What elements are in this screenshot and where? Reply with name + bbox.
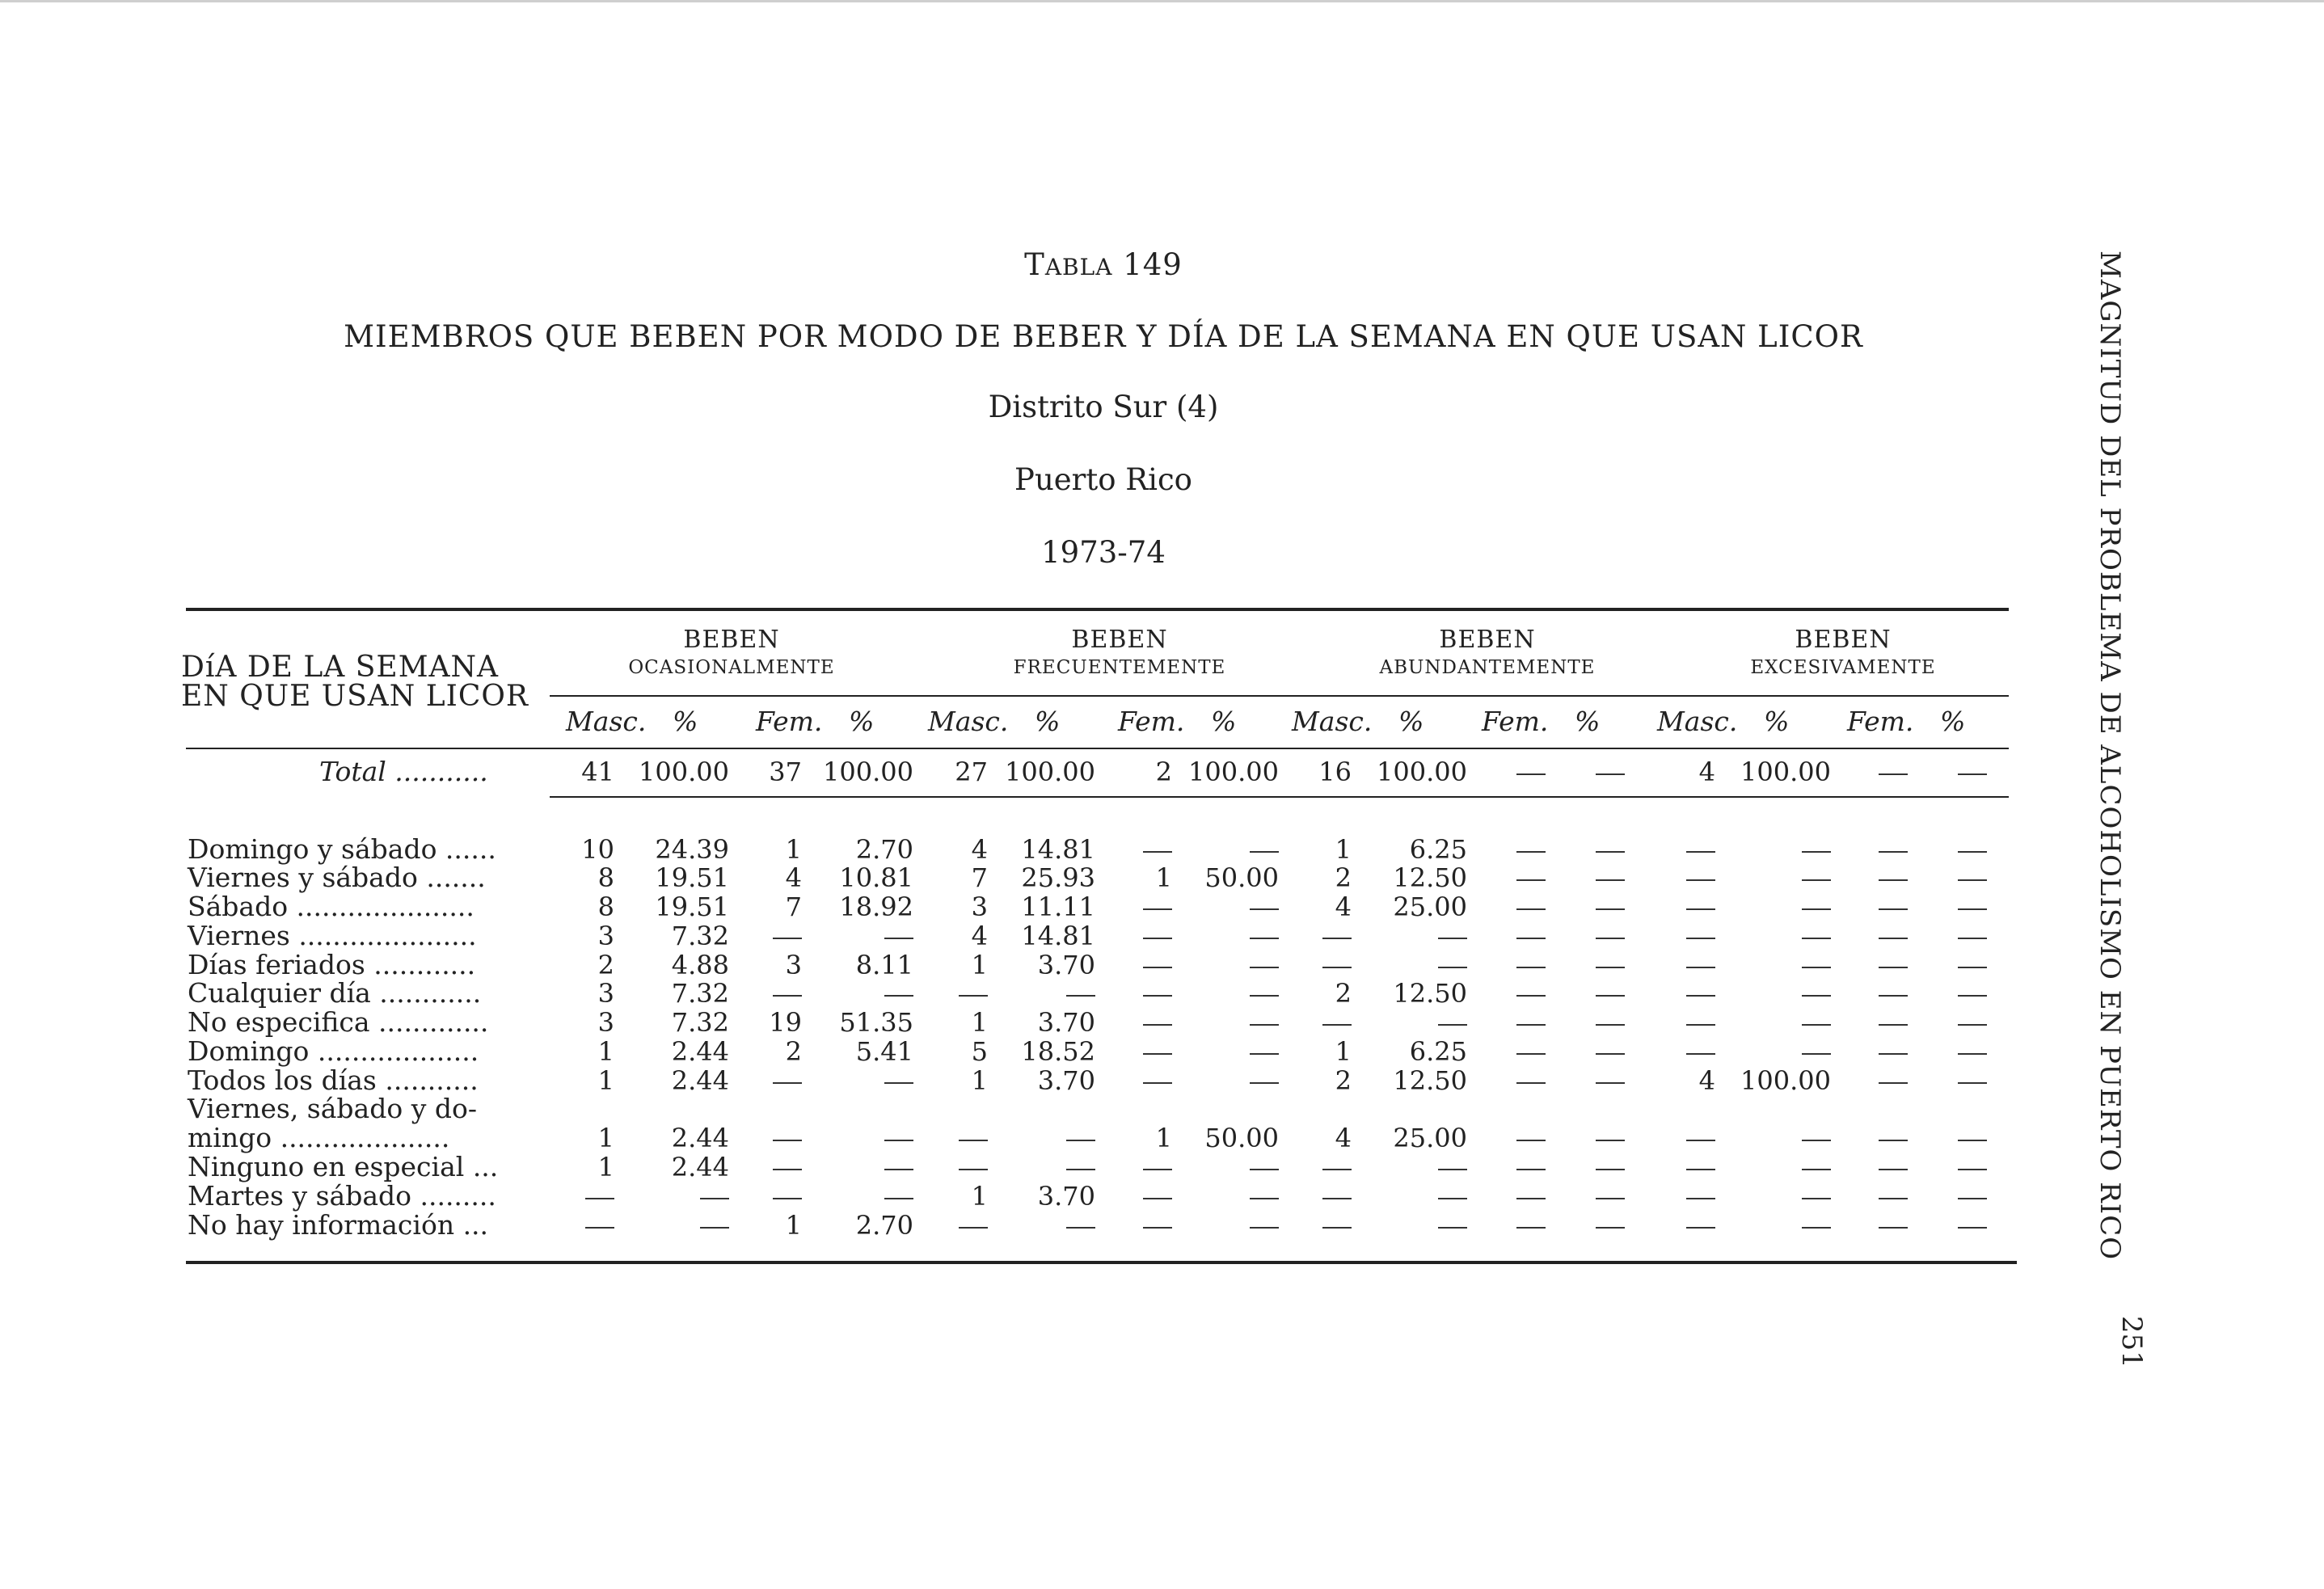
row-label: Cualquier día ............ — [188, 977, 482, 1009]
subheader-3-1: Masc. — [1292, 706, 1373, 737]
total-cell: 100.00 — [1005, 757, 1095, 787]
table-cell: 2.44 — [671, 1123, 729, 1153]
subheader-1-1: Masc. — [566, 706, 647, 737]
table-cell: 1 — [785, 1210, 802, 1241]
table-cell: 4.88 — [671, 950, 729, 980]
table-cell: 3.70 — [1037, 1181, 1095, 1212]
table-cell — [1825, 892, 1987, 921]
group-header-3 — [1326, 626, 1649, 681]
table-cell: 7.32 — [671, 1007, 729, 1038]
table-cell: 3 — [971, 891, 988, 922]
total-label: Total ........... — [319, 756, 488, 787]
row-label: Viernes y sábado ....... — [188, 862, 486, 893]
table-cell: 7 — [971, 862, 988, 893]
table-top-rule — [186, 608, 2009, 611]
group-header-line2: EXCESIVAMENTE — [1750, 657, 1936, 678]
dash-mark — [1958, 1082, 1987, 1084]
group-header-line1: BEBEN — [1795, 626, 1892, 654]
table-cell: 5 — [971, 1036, 988, 1067]
dash-mark — [1958, 938, 1987, 939]
total-cell: 41 — [581, 757, 614, 787]
subheader-2-1: Masc. — [928, 706, 1009, 737]
group-header-line2: ABUNDANTEMENTE — [1379, 657, 1596, 678]
dash-mark — [1958, 967, 1987, 968]
table-cell: 25.00 — [1393, 891, 1467, 922]
table-subtitle-year: 1973-74 — [1041, 535, 1166, 570]
table-cell: 5.41 — [855, 1036, 913, 1067]
table-cell: 12.50 — [1393, 1065, 1467, 1096]
row-label: Viernes ..................... — [188, 920, 477, 951]
table-cell: 14.81 — [1021, 921, 1095, 951]
table-cell: 4 — [971, 834, 988, 865]
subheader-3-3: Fem. — [1482, 706, 1549, 737]
table-cell: 8 — [597, 891, 614, 922]
table-cell — [1825, 921, 1987, 950]
table-cell: 1 — [597, 1123, 614, 1153]
table-cell: 7.32 — [671, 978, 729, 1009]
table-cell: 6.25 — [1409, 834, 1467, 865]
table-cell: 7 — [785, 891, 802, 922]
table-cell — [1825, 1008, 1987, 1037]
table-cell: 1 — [1155, 862, 1172, 893]
table-cell: 3 — [597, 1007, 614, 1038]
subheader-2-4: % — [1211, 706, 1237, 737]
row-label: Días feriados ............ — [188, 949, 476, 980]
row-label: Sábado ..................... — [188, 891, 475, 922]
table-cell: 4 — [971, 921, 988, 951]
table-cell: 25.93 — [1021, 862, 1095, 893]
subheader-1-2: % — [673, 706, 698, 737]
table-subtitle-district: Distrito Sur (4) — [988, 390, 1219, 424]
subheader-2-2: % — [1035, 706, 1061, 737]
table-cell: 12.50 — [1393, 862, 1467, 893]
row-label: Domingo ................... — [188, 1035, 479, 1067]
row-label: No especifica ............. — [188, 1006, 489, 1038]
dash-mark — [1958, 1227, 1987, 1229]
subheader-4-2: % — [1764, 706, 1790, 737]
subheader-4-3: Fem. — [1847, 706, 1914, 737]
table-title: MIEMBROS QUE BEBEN POR MODO DE BEBER Y DÍA DE LA SEMANA EN QUE USAN LICOR — [344, 319, 1863, 354]
stub-header — [181, 653, 529, 711]
table-cell: 11.11 — [1021, 891, 1095, 922]
table-cell: 2.70 — [855, 1210, 913, 1241]
group-header-line2: OCASIONALMENTE — [628, 657, 835, 678]
total-cell: 4 — [1698, 757, 1715, 787]
subheader-1-4: % — [849, 706, 875, 737]
page-number: 251 — [2115, 1316, 2148, 1368]
subheader-4-4: % — [1940, 706, 1966, 737]
dash-mark — [1958, 908, 1987, 910]
dash-mark — [1958, 1169, 1987, 1170]
total-cell: 37 — [769, 757, 802, 787]
dash-mark — [1958, 1053, 1987, 1055]
table-cell: 19.51 — [655, 891, 729, 922]
table-cell: 19 — [769, 1007, 802, 1038]
table-cell — [1825, 950, 1987, 980]
dash-mark — [1958, 1024, 1987, 1026]
subheader-4-1: Masc. — [1657, 706, 1738, 737]
group-header-2 — [958, 626, 1281, 681]
table-cell: 24.39 — [655, 834, 729, 865]
table-cell: 2 — [1335, 978, 1352, 1009]
table-cell: 1 — [971, 1007, 988, 1038]
group-header-line2: FRECUENTEMENTE — [1013, 657, 1226, 678]
total-cell: 27 — [955, 757, 988, 787]
table-cell: 3 — [785, 950, 802, 980]
subheader-rule — [186, 748, 2009, 749]
table-bottom-rule — [186, 1261, 2017, 1264]
table-cell: 3 — [597, 978, 614, 1009]
table-cell: 4 — [1698, 1065, 1715, 1096]
total-rule — [550, 796, 2009, 798]
stub-header-line2: EN QUE USAN LICOR — [181, 680, 529, 713]
table-cell: 10 — [581, 834, 614, 865]
group-header-line1: BEBEN — [683, 626, 780, 654]
stub-header-line1: DíA DE LA SEMANA — [181, 651, 500, 684]
table-cell: 6.25 — [1409, 1036, 1467, 1067]
table-cell: 18.92 — [839, 891, 913, 922]
row-label: Viernes, sábado y do- mingo .................... — [188, 1093, 477, 1153]
table-cell: 100.00 — [1740, 1065, 1831, 1096]
table-cell: 50.00 — [1204, 862, 1279, 893]
table-cell: 10.81 — [839, 862, 913, 893]
dash-mark — [1958, 1198, 1987, 1199]
table-cell: 4 — [785, 862, 802, 893]
table-cell: 2.70 — [855, 834, 913, 865]
table-cell: 25.00 — [1393, 1123, 1467, 1153]
table-cell: 50.00 — [1204, 1123, 1279, 1153]
subheader-3-2: % — [1398, 706, 1424, 737]
table-cell: 2 — [597, 950, 614, 980]
group-header-rule — [550, 695, 2009, 697]
table-subtitle-place: Puerto Rico — [1014, 462, 1192, 497]
row-label: Domingo y sábado ...... — [188, 833, 496, 865]
table-cell: 1 — [597, 1036, 614, 1067]
row-label: Ninguno en especial ... — [188, 1151, 499, 1182]
table-cell — [1825, 1182, 1987, 1211]
table-cell: 3 — [597, 921, 614, 951]
table-cell: 1 — [971, 950, 988, 980]
table-cell: 3.70 — [1037, 950, 1095, 980]
dash-mark — [1958, 879, 1987, 881]
table-cell: 2.44 — [671, 1152, 729, 1182]
total-cell — [1825, 757, 1987, 786]
dash-mark — [1958, 995, 1987, 997]
table-cell: 1 — [1155, 1123, 1172, 1153]
table-cell: 12.50 — [1393, 978, 1467, 1009]
table-cell: 19.51 — [655, 862, 729, 893]
group-header-line1: BEBEN — [1071, 626, 1168, 654]
table-cell: 1 — [597, 1065, 614, 1096]
row-label: Todos los días ........... — [188, 1064, 479, 1096]
group-header-4 — [1681, 626, 2005, 681]
row-label: No hay información ... — [188, 1209, 489, 1241]
dash-mark — [1958, 851, 1987, 853]
table-cell: 1 — [597, 1152, 614, 1182]
table-cell: 8 — [597, 862, 614, 893]
row-label: Martes y sábado ......... — [188, 1180, 496, 1212]
table-cell: 18.52 — [1021, 1036, 1095, 1067]
table-cell: 51.35 — [839, 1007, 913, 1038]
dash-mark — [1958, 1140, 1987, 1141]
table-cell: 14.81 — [1021, 834, 1095, 865]
table-cell: 3.70 — [1037, 1065, 1095, 1096]
table-cell: 4 — [1335, 891, 1352, 922]
table-cell — [1825, 979, 1987, 1008]
total-cell: 100.00 — [1377, 757, 1467, 787]
table-cell: 1 — [971, 1181, 988, 1212]
table-cell: 1 — [971, 1065, 988, 1096]
table-cell: 2.44 — [671, 1065, 729, 1096]
table-cell: 7.32 — [671, 921, 729, 951]
group-header-line1: BEBEN — [1439, 626, 1536, 654]
total-cell: 100.00 — [823, 757, 913, 787]
group-header-1 — [570, 626, 893, 681]
table-cell — [1825, 1037, 1987, 1066]
subheader-1-3: Fem. — [756, 706, 823, 737]
table-number: TABLA 149 — [1024, 247, 1183, 282]
subheader-3-4: % — [1575, 706, 1601, 737]
table-cell — [1825, 863, 1987, 892]
total-cell: 100.00 — [1188, 757, 1279, 787]
table-cell: 1 — [1335, 834, 1352, 865]
total-cell: 16 — [1318, 757, 1352, 787]
table-cell: 3.70 — [1037, 1007, 1095, 1038]
table-cell: 2.44 — [671, 1036, 729, 1067]
total-cell: 100.00 — [639, 757, 729, 787]
table-cell: 4 — [1335, 1123, 1352, 1153]
table-cell: 2 — [1335, 1065, 1352, 1096]
scan-top-edge — [0, 0, 2324, 2]
table-cell — [1825, 1153, 1987, 1182]
dash-mark — [1958, 773, 1987, 775]
table-cell: 8.11 — [855, 950, 913, 980]
table-cell — [1825, 1123, 1987, 1153]
total-cell: 100.00 — [1740, 757, 1831, 787]
total-cell: 2 — [1155, 757, 1172, 787]
running-head: MAGNITUD DEL PROBLEMA DE ALCOHOLISMO EN PUERTO RICO — [2094, 251, 2126, 1261]
table-cell: 1 — [785, 834, 802, 865]
table-cell: 2 — [1335, 862, 1352, 893]
table-cell — [1825, 1211, 1987, 1240]
table-cell: 1 — [1335, 1036, 1352, 1067]
table-cell — [1825, 835, 1987, 864]
table-cell — [1825, 1066, 1987, 1095]
subheader-2-3: Fem. — [1118, 706, 1185, 737]
table-cell: 2 — [785, 1036, 802, 1067]
